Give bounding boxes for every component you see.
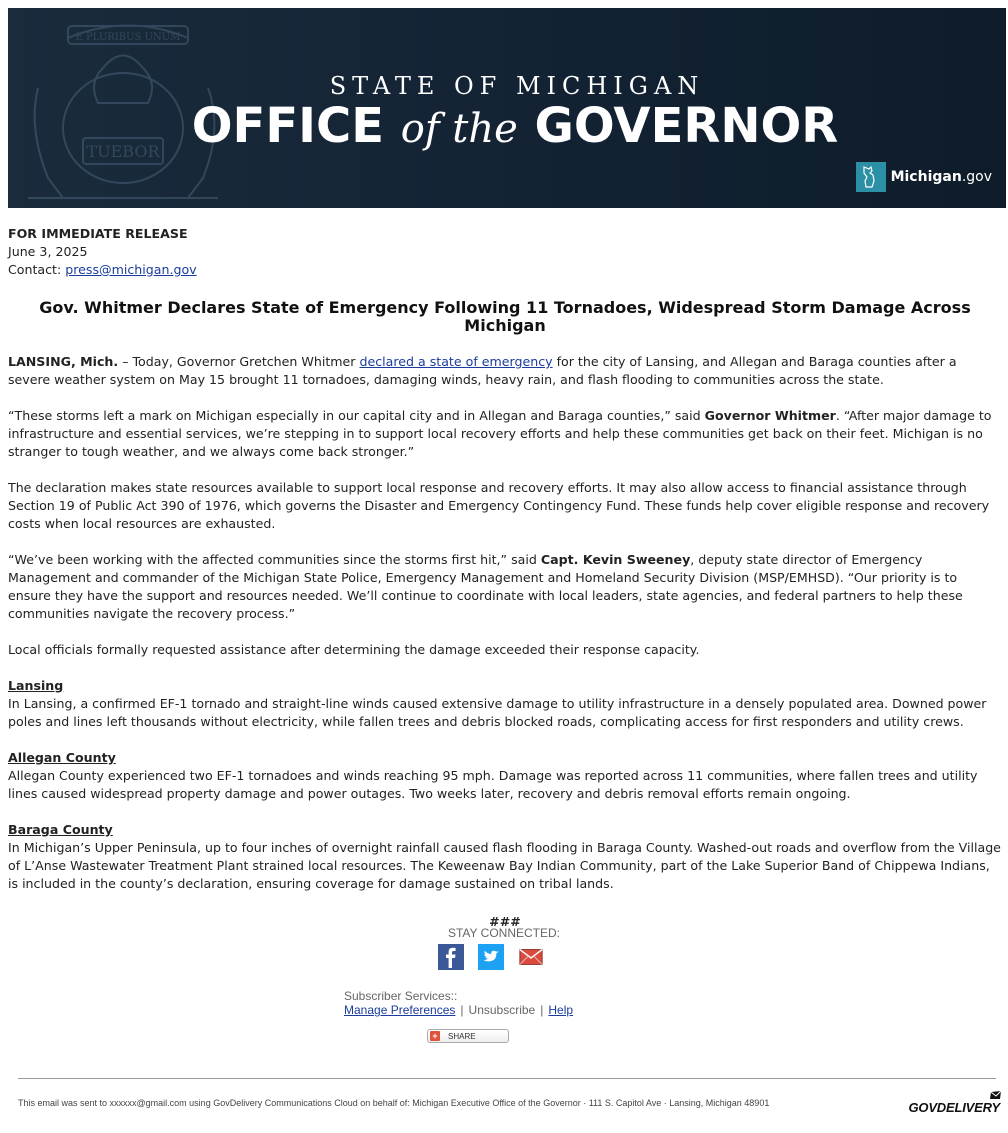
michigan-map-icon [856,162,886,192]
section-heading-lansing: Lansing [8,678,64,693]
declaration-link[interactable]: declared a state of emergency [359,354,553,369]
help-link[interactable]: Help [548,1003,574,1017]
release-contact: Contact: press@michigan.gov [8,262,197,277]
banner-state-title: STATE OF MICHIGAN [329,72,705,100]
share-button[interactable] [427,1029,509,1043]
end-mark: ### [489,914,521,929]
paragraph-governor-quote: “These storms left a mark on Michigan especially in our capital city and in Allegan and Baraga counties,” said Governor Whitmer. “After major damage to infrastructure and essential services, we’re stepping in to support local recovery efforts and help these communities get back on their feet. Michigan is no stranger to tough weather, and we always come back stronger.” [8,408,992,459]
section-lansing: Lansing In Lansing, a confirmed EF-1 tornado and straight-line winds caused extensive damage to utility infrastructure in a densely populated area. Downed power poles and lines left thousands without electricity, while fallen trees and debris blocked roads, complicating access for first responders and utility crews. [8,677,1002,731]
subscriber-services: Subscriber Services:: Manage Preferences | Unsubscribe | Help [344,989,574,1017]
header-banner [8,8,1006,208]
banner-of-the: of the [400,106,518,152]
unsubscribe-link[interactable]: Unsubscribe [468,1003,536,1017]
paragraph-sweeney-quote: “We’ve been working with the affected communities since the storms first hit,” said Capt. Kevin Sweeney, deputy state director of Emergency Management and commander of the Michigan State Police, Emergency Management and Homeland Security Division (MSP/EMHSD). “Our priority is to ensure they have the support and resources needed. We’ll continue to coordinate with local leaders, state agencies, and federal partners to help these communities navigate the recovery process.” [8,552,963,621]
section-heading-allegan: Allegan County [8,750,116,765]
section-heading-baraga: Baraga County [8,822,113,837]
banner-governor-word: GOVERNOR [517,98,839,154]
paragraph-request: Local officials formally requested assistance after determining the damage exceeded their response capacity. [8,642,700,657]
banner-office-word: OFFICE [191,98,401,154]
paragraph-declaration: The declaration makes state resources available to support local response and recovery efforts. It may also allow access to financial assistance through Section 19 of Public Act 390 of 1976, which governs the Disaster and Emergency Contingency Fund. These funds help cover eligible response and recovery costs when local resources are exhausted. [8,480,990,531]
share-label: SHARE [448,1031,476,1041]
footer-divider [18,1078,996,1079]
svg-text:TUEBOR: TUEBOR [86,142,160,161]
michigan-logo-suffix: .gov [961,169,992,185]
email-icon[interactable] [518,944,544,970]
michigan-gov-logo[interactable] [856,162,992,192]
speaker-governor: Governor Whitmer [704,408,836,423]
envelope-flag-icon [990,1090,1002,1100]
section-baraga: Baraga County In Michigan’s Upper Peninsula, up to four inches of overnight rainfall caused flash flooding in Baraga County. Washed-out roads and overflow from the Village of L’Anse Wastewater Treatment Plant strained local resources. The Keweenaw Bay Indian Community, part of the Lake Superior Band of Chippewa Indians, is included in the county’s declaration, ensuring coverage for damage sustained on tribal lands. [8,822,1001,891]
banner-office-title [8,98,1006,154]
manage-preferences-link[interactable]: Manage Preferences [344,1003,456,1017]
plus-icon: + [430,1031,440,1041]
social-links [438,944,544,970]
dateline: LANSING, Mich. [8,354,119,369]
speaker-sweeney: Capt. Kevin Sweeney [540,552,691,567]
twitter-icon[interactable] [478,944,504,970]
stay-connected-label: STAY CONNECTED: [447,926,560,940]
release-date: June 3, 2025 [8,244,88,259]
press-release-body [8,225,1002,931]
release-headline: Gov. Whitmer Declares State of Emergency Following 11 Tornadoes, Widespread Storm Damage Across Michigan [39,298,971,335]
michigan-logo-text: Michigan [890,169,962,185]
facebook-icon[interactable] [438,944,464,970]
section-allegan: Allegan County Allegan County experienced two EF-1 tornadoes and winds reaching 95 mph. Damage was reported across 11 communities, where fallen trees and utility lines caused widespread property damage and power outages. Two weeks later, recovery and debris removal efforts remain ongoing. [8,749,1002,803]
paragraph-intro: LANSING, Mich. – Today, Governor Gretchen Whitmer declared a state of emergency for the city of Lansing, and Allegan and Baraga counties after a severe weather system on May 15 brought 11 tornadoes, damaging winds, heavy rain, and flash flooding to communities across the state. [8,354,957,387]
contact-email-link[interactable]: press@michigan.gov [65,262,197,277]
govdelivery-logo[interactable]: GOVDELIVERY [909,1100,1000,1115]
footer-disclaimer: This email was sent to xxxxxx@gmail.com using GovDelivery Communications Cloud on behalf of: Michigan Executive Office of the Governor · 111 S. Capitol Ave · Lansing, Michigan 48901 [18,1098,770,1108]
subscriber-label: Subscriber Services:: [344,989,458,1003]
svg-text:E PLURIBUS UNUM: E PLURIBUS UNUM [75,32,181,43]
release-label: FOR IMMEDIATE RELEASE [8,226,188,241]
